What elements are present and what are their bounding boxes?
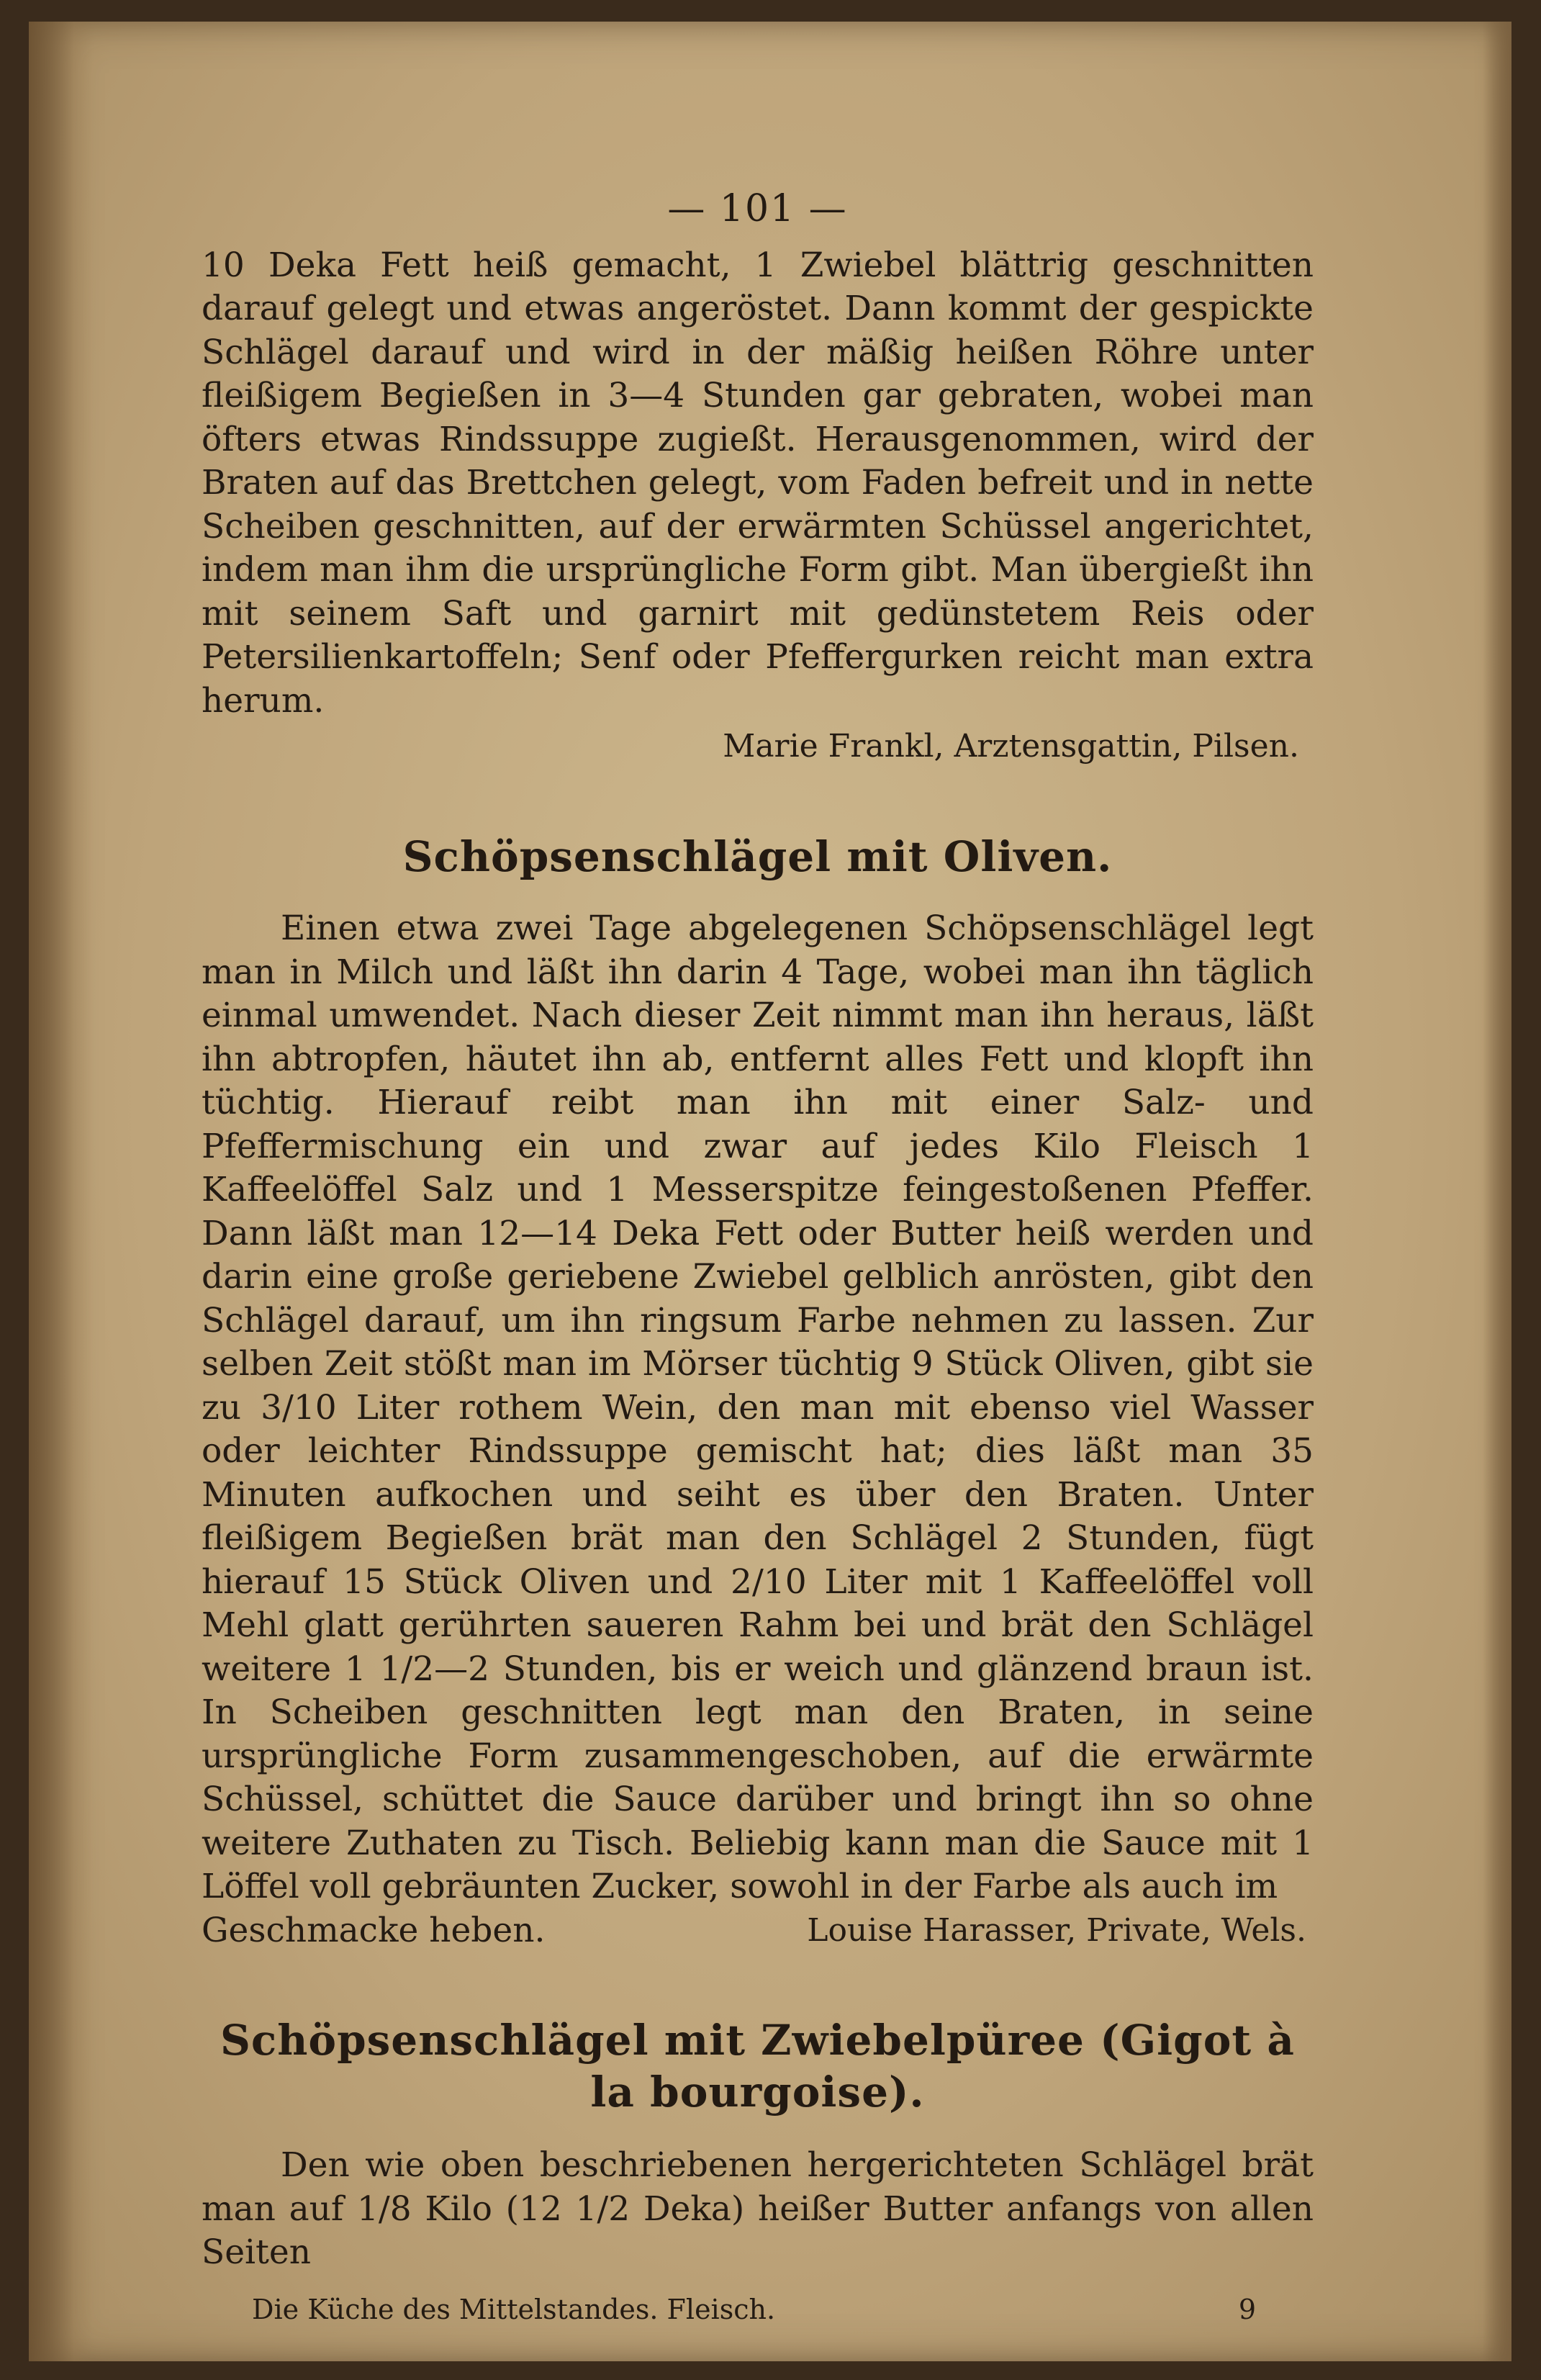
- page-edge: [1483, 22, 1511, 2361]
- page-number: — 101 —: [667, 187, 848, 230]
- page-footer: [202, 2288, 1314, 2331]
- recipe-olives-last-words: Geschmacke heben.: [202, 1910, 546, 1950]
- recipe-olives-final-line: [202, 1909, 1314, 1953]
- page-text-block: [202, 187, 1314, 2331]
- recipe-olives-title: Schöpsenschlägel mit Oliven.: [402, 832, 1113, 881]
- footer-book-title: Die Küche des Mittelstandes. Fleisch.: [252, 2293, 776, 2325]
- intro-paragraph: 10 Deka Fett heiß gemacht, 1 Zwiebel blättrig geschnitten darauf gelegt und etwas angeröstet. Dann kommt der gespickte Schlägel darauf und wird in der mäßig heißen Röhre unter fleißigem Begießen in 3—4 Stunden gar gebraten, wobei man öfters etwas Rindssuppe zugießt. Herausgenommen, wird der Braten auf das Brettchen gelegt, vom Faden befreit und in nette Scheiben geschnitten, auf der erwärmten Schüssel angerichtet, indem man ihm die ursprüngliche Form gibt. Man übergießt ihn mit seinem Saft und garnirt mit gedünstetem Reis oder Petersilienkartoffeln; Senf oder Pfeffergurken reicht man extra herum.: [202, 245, 1314, 721]
- footer-signature-mark: 9: [1238, 2293, 1256, 2325]
- book-page: [29, 22, 1511, 2361]
- intro-signature: Marie Frankl, Arztensgattin, Pilsen.: [723, 728, 1299, 765]
- recipe-onion-puree-title: Schöpsenschlägel mit Zwiebelpüree (Gigot à la bourgoise).: [220, 2016, 1295, 2117]
- recipe-olives-signature: Louise Harasser, Private, Wels.: [807, 1911, 1306, 1949]
- recipe-olives-paragraph: Einen etwa zwei Tage abgelegenen Schöpsenschlägel legt man in Milch und läßt ihn darin 4 Tage, wobei man ihn täglich einmal umwendet. Nach dieser Zeit nimmt man ihn heraus, läßt ihn abtropfen, häutet ihn ab, entfernt alles Fett und klopft ihn tüchtig. Hierauf reibt man ihn mit einer Salz- und Pfeffermischung ein und zwar auf jedes Kilo Fleisch 1 Kaffeelöffel Salz und 1 Messerspitze feingestoßenen Pfeffer. Dann läßt man 12—14 Deka Fett oder Butter heiß werden und darin eine große geriebene Zwiebel gelblich anrösten, gibt den Schlägel darauf, um ihn ringsum Farbe nehmen zu lassen. Zur selben Zeit stößt man im Mörser tüchtig 9 Stück Oliven, gibt sie zu 3/10 Liter rothem Wein, den man mit ebenso viel Wasser oder leichter Rindssuppe gemischt hat; dies läßt man 35 Minuten aufkochen und seiht es über den Braten. Unter fleißigem Begießen brät man den Schlägel 2 Stunden, fügt hierauf 15 Stück Oliven und 2/10 Liter mit 1 Kaffeelöffel voll Mehl glatt gerührten saueren Rahm bei und brät den Schlägel weitere 1 1/2—2 Stunden, bis er weich und glänzend braun ist. In Scheiben geschnitten legt man den Braten, in seine ursprüngliche Form zusammengeschoben, auf die erwärmte Schüssel, schüttet die Sauce darüber und bringt ihn so ohne weitere Zuthaten zu Tisch. Beliebig kann man die Sauce mit 1 Löffel voll gebräunten Zucker, sowohl in der Farbe als auch im: [202, 909, 1314, 1906]
- book-spine-shadow: [29, 22, 94, 2361]
- recipe-onion-puree-paragraph: Den wie oben beschriebenen hergerichteten Schlägel brät man auf 1/8 Kilo (12 1/2 Deka) heißer Butter anfangs von allen Seiten: [202, 2145, 1314, 2272]
